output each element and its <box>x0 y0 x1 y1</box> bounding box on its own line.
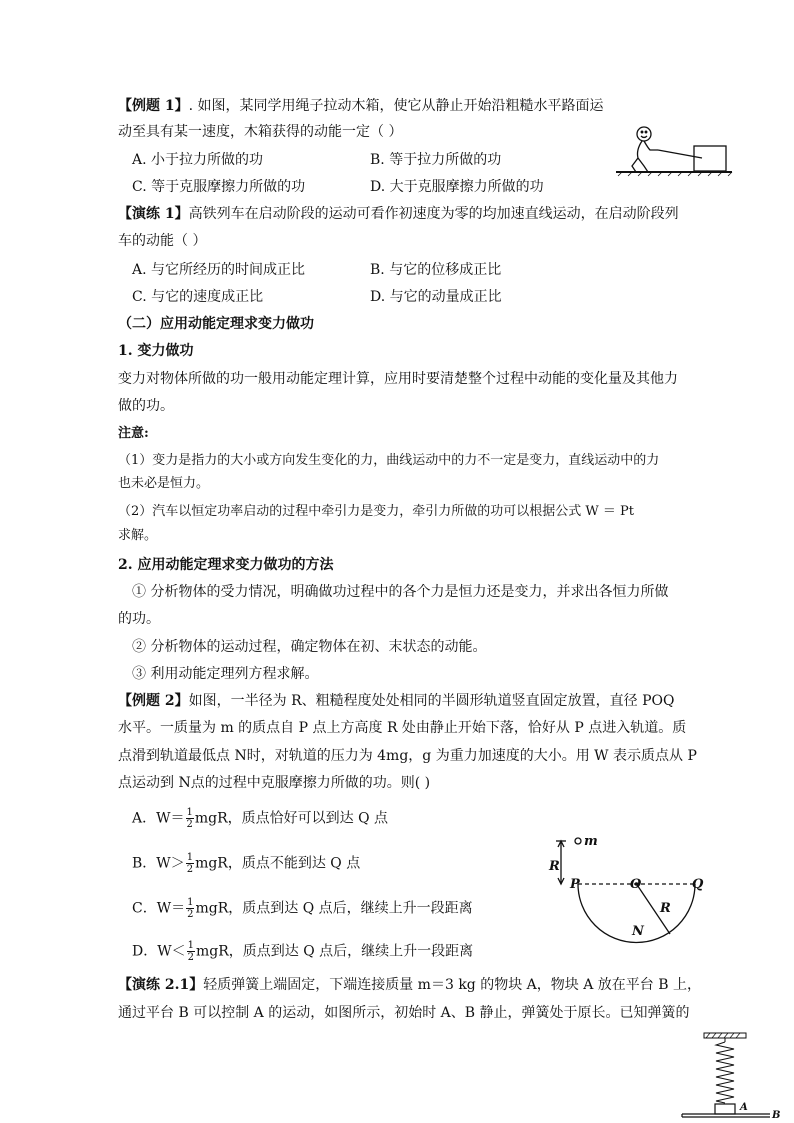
fraction-one-half <box>186 852 194 875</box>
fig-label-q: Q <box>692 877 704 892</box>
fraction-one-half <box>186 897 194 920</box>
fig-label-height-r: R <box>549 859 560 874</box>
example-2-line-4: 点运动到 N点的过程中克服摩擦力所做的功。则( ) <box>118 775 431 791</box>
option-d-text: mgR，质点到达 Q 点后，继续上升一段距离 <box>196 943 474 960</box>
fraction-denominator: 2 <box>186 819 193 830</box>
example-1-option-d: D. 大于克服摩擦力所做的功 <box>370 179 544 195</box>
example-2-line-1 <box>118 691 674 711</box>
subsection-2-title: 2. 应用动能定理求变力做功的方法 <box>118 557 334 573</box>
note-1-line-1: （1）变力是指力的大小或方向发生变化的力，曲线运动中的力不一定是变力，直线运动中的力 <box>118 453 660 468</box>
fraction-numerator: 1 <box>187 897 194 908</box>
example-2-option-a <box>132 807 388 830</box>
fraction-numerator: 1 <box>186 852 194 863</box>
step-1-line-2: 的功。 <box>118 611 160 627</box>
fraction-one-half <box>187 940 195 963</box>
fig-label-p: P <box>570 877 580 892</box>
example-2-option-d <box>132 940 473 963</box>
drill-2-1-text: 轻质弹簧上端固定，下端连接质量 m＝3 kg 的物块 A，物块 A 放在平台 B 上， <box>203 977 701 993</box>
example-1-tag: 【例题 1】 <box>118 98 189 114</box>
example-2-text: 如图，一半径为 R、粗糙程度处处相同的半圆形轨道竖直固定放置，直径 POQ <box>188 693 675 709</box>
example-2-option-b <box>132 852 360 875</box>
example-1-option-a: A. 小于拉力所做的功 <box>132 152 264 168</box>
fraction-denominator: 2 <box>187 909 194 920</box>
paragraph-1-line-2: 做的功。 <box>118 398 174 414</box>
option-a-label: A．W＝ <box>132 810 185 827</box>
step-3: ③ 利用动能定理列方程求解。 <box>132 666 319 682</box>
drill-2-1-tag: 【演练 2.1】 <box>118 977 204 993</box>
option-a-text: mgR，质点恰好可以到达 Q 点 <box>194 810 389 827</box>
drill-1-line-2: 车的动能（ ） <box>118 233 207 249</box>
semicircle-track-figure <box>540 826 730 946</box>
note-title: 注意: <box>118 426 149 441</box>
option-c-text: mgR，质点到达 Q 点后，继续上升一段距离 <box>195 900 473 917</box>
fig-label-b: B <box>772 1110 781 1121</box>
paragraph-1-line-1: 变力对物体所做的功一般用动能定理计算，应用时要清楚整个过程中动能的变化量及其他力 <box>118 371 678 387</box>
example-1-option-c: C. 等于克服摩擦力所做的功 <box>132 179 306 195</box>
spring-block-figure <box>678 1030 781 1121</box>
fraction-denominator: 2 <box>187 952 194 963</box>
example-2-line-3: 点滑到轨道最低点 N时，对轨道的压力为 4mg，g 为重力加速度的大小。用 W 表示质点从 P <box>118 748 697 764</box>
drill-1-option-b: B. 与它的位移成正比 <box>370 262 502 278</box>
fraction-denominator: 2 <box>186 864 194 875</box>
step-1-line-1: ① 分析物体的受力情况，明确做功过程中的各个力是恒力还是变力，并求出各恒力所做 <box>132 584 669 600</box>
fig-label-radius-r: R <box>660 901 671 916</box>
drill-1-text: 高铁列车在启动阶段的运动可看作初速度为零的均加速直线运动，在启动阶段列 <box>188 206 679 222</box>
note-2-line-2: 求解。 <box>118 528 158 543</box>
fig-label-n: N <box>632 924 644 939</box>
fig-label-a: A <box>740 1102 748 1113</box>
fig-label-o: O <box>630 877 642 892</box>
step-2: ② 分析物体的运动过程，确定物体在初、末状态的动能。 <box>132 639 487 655</box>
example-1-line-1 <box>118 96 604 116</box>
drill-1-line-1 <box>118 204 679 224</box>
section-title: （二）应用动能定理求变力做功 <box>118 316 314 332</box>
drill-2-1-line-1 <box>118 975 701 995</box>
fig-label-m: m <box>584 834 598 849</box>
example-2-line-2: 水平。一质量为 m 的质点自 P 点上方高度 R 处由静止开始下落，恰好从 P 点进入轨道。质 <box>118 720 687 736</box>
subsection-1-title: 1. 变力做功 <box>118 343 194 359</box>
drill-2-1-line-2: 通过平台 B 可以控制 A 的运动，如图所示，初始时 A、B 静止，弹簧处于原长。已知弹簧的 <box>118 1005 690 1021</box>
example-1-text: . 如图，某同学用绳子拉动木箱，使它从静止开始沿粗糙水平路面运 <box>188 98 604 114</box>
drill-1-option-d: D. 与它的动量成正比 <box>370 289 502 305</box>
example-1-line-2: 动至具有某一速度，木箱获得的动能一定（ ） <box>118 124 403 140</box>
example-1-option-b: B. 等于拉力所做的功 <box>370 152 502 168</box>
fraction-numerator: 1 <box>187 940 194 951</box>
fraction-one-half <box>186 807 194 830</box>
person-pulling-box-figure <box>614 120 734 180</box>
drill-1-tag: 【演练 1】 <box>118 206 189 222</box>
drill-1-option-a: A. 与它所经历的时间成正比 <box>132 262 306 278</box>
note-2-line-1: （2）汽车以恒定功率启动的过程中牵引力是变力，牵引力所做的功可以根据公式 W ＝ Pt <box>118 504 635 519</box>
option-b-label: B．W＞ <box>132 855 185 872</box>
option-b-text: mgR，质点不能到达 Q 点 <box>195 855 361 872</box>
example-2-tag: 【例题 2】 <box>118 693 189 709</box>
drill-1-option-c: C. 与它的速度成正比 <box>132 289 264 305</box>
option-d-label: D．W＜ <box>132 943 186 960</box>
option-c-label: C．W＝ <box>132 900 186 917</box>
note-1-line-2: 也未必是恒力。 <box>118 476 210 491</box>
example-2-option-c <box>132 897 473 920</box>
fraction-numerator: 1 <box>186 807 193 818</box>
